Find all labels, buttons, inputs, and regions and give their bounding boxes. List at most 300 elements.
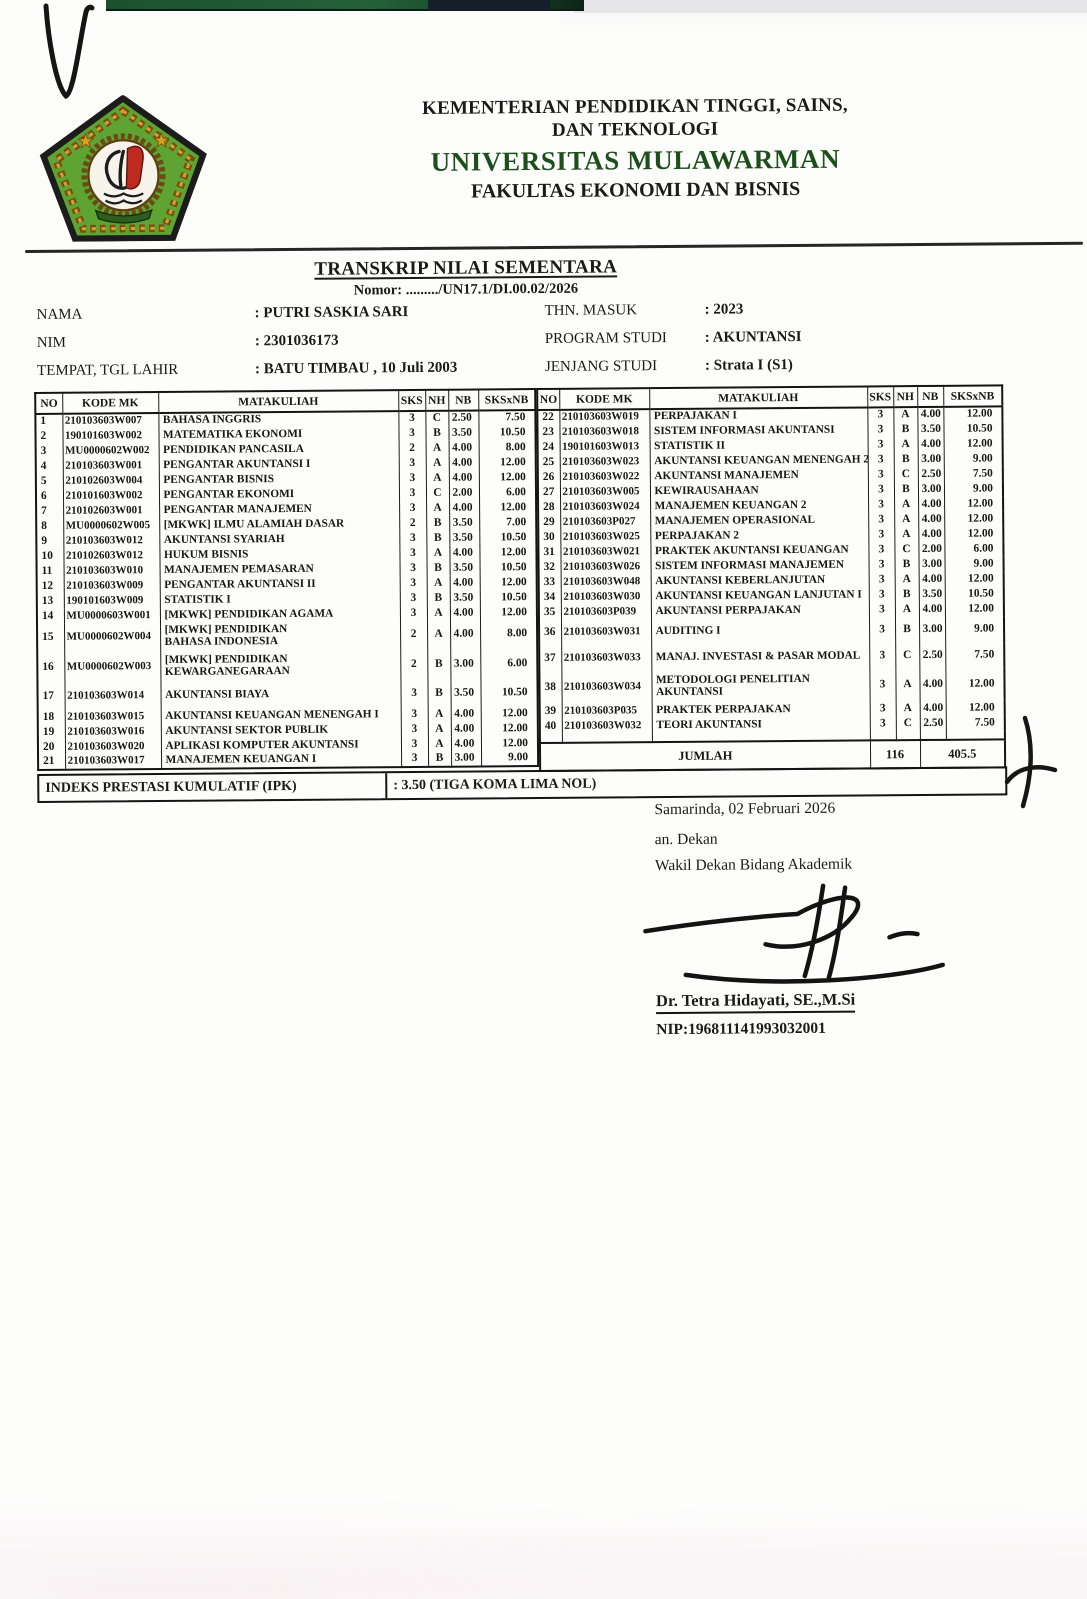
course-sksxnb: 9.00 [481, 751, 538, 766]
signature-place-date: Samarinda, 02 Februari 2026 [654, 799, 836, 819]
course-code: 210103603W034 [561, 671, 651, 704]
course-nb: 4.00 [449, 471, 479, 486]
course-no: 32 [539, 560, 561, 575]
course-name: STATISTIK II [650, 437, 868, 454]
course-name: [MKWK] PENDIDIKAN KEWARGANEGARAAN [160, 649, 400, 683]
course-nh: A [894, 437, 918, 452]
course-name: MANAJEMEN OPERASIONAL [650, 512, 868, 529]
course-sksxnb: 10.50 [478, 425, 535, 440]
course-nb: 3.00 [919, 557, 945, 572]
course-nb: 2.50 [920, 716, 946, 731]
course-sks: 3 [401, 737, 428, 752]
column-header: NH [893, 386, 917, 407]
course-no: 35 [539, 605, 561, 620]
course-no: 33 [539, 575, 561, 590]
course-sks: 3 [869, 572, 895, 587]
course-no: 31 [538, 545, 560, 560]
course-nb: 3.50 [450, 681, 480, 707]
course-name: AUDITING I [651, 617, 869, 645]
course-nb: 2.50 [918, 467, 944, 482]
course-name: MANAJ. INVESTASI & PASAR MODAL [651, 643, 869, 671]
course-nb: 4.00 [919, 572, 945, 587]
course-no: 8 [36, 519, 63, 534]
course-no: 40 [540, 719, 562, 734]
course-name: PENGANTAR AKUNTANSI I [159, 456, 399, 473]
course-name: [MKWK] ILMU ALAMIAH DASAR [159, 516, 399, 533]
course-row [539, 642, 1004, 672]
scan-smudge [0, 1479, 1087, 1599]
course-sksxnb: 6.00 [944, 541, 1003, 556]
course-nb: 4.00 [917, 407, 943, 422]
column-header: KODE MK [62, 392, 158, 414]
signature-role: Wakil Dekan Bidang Akademik [654, 855, 853, 875]
course-nh: B [427, 649, 450, 681]
course-sksxnb: 7.50 [478, 410, 535, 425]
jumlah-label: JUMLAH [540, 740, 870, 771]
course-nh: A [896, 701, 920, 716]
column-header: MATAKULIAH [158, 390, 398, 413]
course-code: 210103603W012 [63, 533, 159, 549]
info-value: : Strata I (S1) [704, 357, 793, 374]
course-nh: B [894, 482, 918, 497]
course-code: 210103603W014 [64, 683, 160, 710]
course-nb: 4.00 [450, 576, 480, 591]
course-sksxnb: 12.00 [944, 511, 1003, 526]
course-name: AKUNTANSI MANAJEMEN [650, 467, 868, 484]
faculty-name: FAKULTAS EKONOMI DAN BISNIS [470, 178, 801, 203]
course-code: 210103603W009 [64, 578, 160, 594]
course-nh: C [895, 643, 919, 669]
course-nb: 4.00 [918, 527, 944, 542]
course-sksxnb: 9.00 [944, 481, 1003, 496]
course-no: 6 [36, 489, 63, 504]
column-header: NO [537, 389, 559, 410]
course-sksxnb: 12.00 [943, 406, 1002, 421]
course-sks: 3 [869, 602, 895, 617]
course-code: 210102603W004 [63, 473, 159, 489]
column-header: SKS [867, 386, 893, 407]
column-header: MATAKULIAH [649, 386, 867, 409]
course-no: 4 [36, 459, 63, 474]
course-nh: B [895, 587, 919, 602]
course-code: 210102603W012 [63, 548, 159, 564]
course-name: PENGANTAR BISNIS [159, 471, 399, 488]
course-name: PENGANTAR MANAJEMEN [159, 501, 399, 518]
course-code: 210101603W002 [63, 488, 159, 504]
course-no: 14 [37, 609, 64, 624]
course-nh: B [427, 591, 450, 606]
course-nb: 4.00 [920, 701, 946, 716]
course-code: 210103603W032 [562, 718, 652, 734]
course-name: [MKWK] PENDIDIKAN AGAMA [160, 606, 400, 623]
course-nh: C [896, 716, 920, 731]
course-name: [MKWK] PENDIDIKAN BAHASA INDONESIA [160, 621, 400, 651]
course-sks: 3 [869, 557, 895, 572]
column-header: NH [425, 390, 448, 411]
jumlah-sksxnb-total: 405.5 [920, 739, 1005, 768]
course-sksxnb: 12.00 [945, 668, 1004, 700]
course-no: 24 [538, 440, 560, 455]
course-nb: 3.00 [451, 751, 481, 766]
course-code: 210103603W015 [65, 709, 161, 725]
course-name: HUKUM BISNIS [159, 546, 399, 563]
jumlah-sks-total: 116 [870, 740, 920, 768]
course-name: PENGANTAR EKONOMI [159, 486, 399, 503]
course-sksxnb: 10.50 [945, 586, 1004, 601]
course-nb: 4.00 [451, 707, 481, 722]
course-sksxnb: 10.50 [479, 530, 536, 545]
course-nh: C [426, 486, 449, 501]
course-nb: 4.00 [451, 736, 481, 751]
course-sks: 3 [401, 722, 428, 737]
course-nh: A [895, 669, 919, 701]
course-code: 210103603W001 [63, 458, 159, 474]
course-nb: 3.50 [450, 561, 480, 576]
course-no: 23 [537, 425, 559, 440]
course-row [37, 648, 537, 684]
signatory-name: Dr. Tetra Hidayati, SE.,M.Si [656, 990, 855, 1015]
column-header: SKSxNB [943, 385, 1002, 406]
course-nb: 4.00 [919, 602, 945, 617]
course-nb: 4.00 [449, 546, 479, 561]
course-no: 27 [538, 485, 560, 500]
course-sksxnb: 12.00 [945, 571, 1004, 586]
course-nh: C [894, 542, 918, 557]
course-sksxnb: 9.00 [945, 616, 1004, 642]
course-name: PERPAJAKAN I [649, 407, 867, 424]
course-code: 210103603W019 [559, 409, 649, 425]
course-nh: A [426, 546, 449, 561]
column-header: SKS [398, 390, 425, 411]
course-no: 2 [35, 429, 62, 444]
course-sksxnb: 12.00 [944, 436, 1003, 451]
course-nh: A [426, 471, 449, 486]
course-code: 210103603W033 [561, 645, 651, 672]
course-code: 210103603W024 [560, 499, 650, 515]
course-sksxnb: 7.50 [945, 642, 1004, 668]
course-nh: A [894, 497, 918, 512]
course-nh: A [428, 737, 451, 752]
ipk-label: INDEKS PRESTASI KUMULATIF (IPK) [39, 773, 387, 801]
empty-cell [896, 731, 920, 740]
course-name: METODOLOGI PENELITIAN AKUNTANSI [651, 669, 869, 703]
course-name: PRAKTEK PERPAJAKAN [652, 701, 870, 718]
course-sksxnb: 12.00 [479, 455, 536, 470]
course-name: AKUNTANSI BIAYA [160, 681, 400, 709]
column-header: NO [35, 393, 62, 414]
course-sksxnb: 10.50 [480, 680, 537, 706]
course-sksxnb: 6.00 [479, 485, 536, 500]
document-number: Nomor: ........./UN17.1/DI.00.02/2026 [353, 280, 579, 299]
course-name: SISTEM INFORMASI MANAJEMEN [651, 557, 869, 574]
column-header: KODE MK [559, 388, 649, 410]
course-name: PENGANTAR AKUNTANSI II [160, 576, 400, 593]
course-code: 210103603W026 [561, 559, 651, 575]
info-label: THN. MASUK [544, 302, 638, 319]
course-no: 39 [540, 704, 562, 719]
course-nh: A [426, 456, 449, 471]
ipk-bar [37, 766, 1007, 803]
course-sksxnb: 10.50 [943, 421, 1002, 436]
ministry-line-1: KEMENTERIAN PENDIDIKAN TINGGI, SAINS, [422, 94, 848, 119]
course-sksxnb: 6.00 [480, 648, 537, 680]
course-nh: B [895, 557, 919, 572]
course-sks: 3 [399, 501, 426, 516]
course-nh: A [427, 576, 450, 591]
course-sks: 3 [399, 531, 426, 546]
course-name: AKUNTANSI KEUANGAN MENENGAH 2 [650, 452, 868, 469]
course-sks: 2 [399, 516, 426, 531]
course-code: 190101603W009 [64, 593, 160, 609]
course-nh: B [426, 516, 449, 531]
course-sks: 3 [869, 617, 895, 643]
course-no: 7 [36, 504, 63, 519]
column-header: SKSxNB [478, 389, 535, 410]
course-name: APLIKASI KOMPUTER AKUNTANSI [161, 737, 401, 754]
transcript-table-right [536, 384, 1006, 772]
empty-cell [540, 734, 562, 743]
course-name: BAHASA INGGRIS [158, 411, 398, 428]
course-nb: 4.00 [450, 621, 480, 649]
course-nh: B [893, 422, 917, 437]
course-sksxnb: 12.00 [944, 496, 1003, 511]
course-no: 34 [539, 590, 561, 605]
course-no: 12 [37, 579, 64, 594]
university-name: UNIVERSITAS MULAWARMAN [430, 144, 841, 178]
course-sks: 3 [869, 669, 895, 701]
course-sks: 3 [399, 486, 426, 501]
course-name: PRAKTEK AKUNTANSI KEUANGAN [650, 542, 868, 559]
course-sksxnb: 12.00 [480, 605, 537, 620]
course-sksxnb: 7.00 [479, 515, 536, 530]
course-nh: A [428, 707, 451, 722]
course-nh: B [427, 681, 450, 707]
course-nb: 4.00 [918, 437, 944, 452]
course-sksxnb: 12.00 [945, 601, 1004, 616]
course-name: MANAJEMEN KEUANGAN I [161, 752, 401, 769]
course-code: 210103603W020 [65, 739, 161, 755]
course-no: 15 [37, 624, 64, 652]
course-sksxnb: 12.00 [480, 575, 537, 590]
course-no: 22 [537, 410, 559, 425]
signatory-nip: NIP:196811141993032001 [656, 1019, 826, 1039]
course-sksxnb: 12.00 [481, 706, 538, 721]
document-title: TRANSKRIP NILAI SEMENTARA [314, 256, 618, 280]
course-code: 210103603W017 [65, 754, 161, 770]
course-nb: 2.50 [448, 411, 478, 426]
course-name: PENDIDIKAN PANCASILA [159, 441, 399, 458]
course-no: 1 [35, 414, 62, 429]
course-nb: 4.00 [449, 441, 479, 456]
course-no: 26 [538, 470, 560, 485]
course-no: 3 [36, 444, 63, 459]
course-code: MU0000602W004 [64, 623, 160, 652]
course-code: 210102603W001 [63, 503, 159, 519]
course-no: 21 [38, 755, 65, 770]
course-name: AKUNTANSI KEUANGAN MENENGAH I [161, 707, 401, 724]
transcript-table-left [34, 388, 539, 771]
course-nh: A [427, 621, 450, 649]
course-sks: 3 [399, 471, 426, 486]
course-no: 10 [36, 549, 63, 564]
course-sksxnb: 12.00 [944, 526, 1003, 541]
course-nb: 4.00 [449, 501, 479, 516]
course-sks: 3 [398, 426, 425, 441]
course-nh: A [428, 722, 451, 737]
star-icon: ★ [76, 131, 95, 153]
course-sks: 3 [400, 576, 427, 591]
title-block [0, 254, 933, 302]
course-code: MU0000603W001 [64, 608, 160, 624]
empty-cell [920, 731, 946, 740]
course-no: 29 [538, 515, 560, 530]
course-code: 210103603W021 [560, 544, 650, 560]
course-no: 19 [38, 725, 65, 740]
course-sks: 3 [399, 456, 426, 471]
course-code: 210103603W007 [62, 413, 158, 429]
empty-cell [870, 731, 896, 740]
course-no: 16 [37, 652, 64, 684]
column-header: NB [917, 386, 943, 407]
course-sks: 3 [401, 752, 428, 767]
course-code: 210103603W005 [560, 484, 650, 500]
course-sks: 3 [399, 546, 426, 561]
course-nh: A [895, 602, 919, 617]
course-nh: A [894, 512, 918, 527]
course-sks: 3 [870, 716, 896, 731]
course-name: AKUNTANSI SYARIAH [159, 531, 399, 548]
course-no: 30 [538, 530, 560, 545]
course-nh: B [428, 752, 451, 767]
course-nb: 3.00 [918, 482, 944, 497]
course-sks: 2 [400, 621, 427, 649]
course-sksxnb: 8.00 [480, 620, 537, 648]
course-nb: 4.00 [918, 512, 944, 527]
letterhead [225, 92, 1046, 206]
course-sksxnb: 12.00 [479, 470, 536, 485]
course-sks: 3 [400, 681, 427, 707]
course-name: AKUNTANSI PERPAJAKAN [651, 602, 869, 619]
info-label: NAMA [36, 306, 83, 323]
course-sks: 3 [867, 407, 893, 422]
course-code: 210103603W031 [561, 619, 651, 646]
course-sks: 3 [868, 512, 894, 527]
course-sksxnb: 8.00 [479, 440, 536, 455]
info-value: : PUTRI SASKIA SARI [254, 304, 409, 322]
course-row [539, 616, 1004, 646]
course-sksxnb: 12.00 [946, 700, 1005, 715]
course-sks: 3 [869, 643, 895, 669]
course-code: MU0000602W005 [63, 518, 159, 534]
course-no: 25 [538, 455, 560, 470]
course-nb: 2.00 [918, 542, 944, 557]
course-nh: A [426, 501, 449, 516]
course-row [539, 668, 1004, 704]
course-name: AKUNTANSI KEBERLANJUTAN [651, 572, 869, 589]
course-nb: 2.50 [919, 643, 945, 669]
course-code: 210103603P035 [562, 703, 652, 719]
info-label: PROGRAM STUDI [544, 330, 667, 347]
course-sksxnb: 12.00 [481, 736, 538, 751]
course-nh: B [895, 617, 919, 643]
course-name: PERPAJAKAN 2 [650, 527, 868, 544]
course-code: 210103603W025 [560, 529, 650, 545]
course-nb: 3.50 [917, 422, 943, 437]
signature-on-behalf: an. Dekan [654, 830, 718, 849]
course-name: AKUNTANSI KEUANGAN LANJUTAN I [651, 587, 869, 604]
info-label: TEMPAT, TGL LAHIR [36, 361, 179, 379]
course-no: 17 [37, 684, 64, 710]
course-sks: 3 [868, 527, 894, 542]
course-no: 37 [539, 646, 561, 672]
course-nb: 4.00 [919, 669, 945, 701]
course-no: 18 [38, 710, 65, 725]
course-no: 9 [36, 534, 63, 549]
course-sksxnb: 9.00 [944, 451, 1003, 466]
course-sks: 3 [868, 482, 894, 497]
course-no: 36 [539, 620, 561, 646]
course-nb: 4.00 [449, 456, 479, 471]
course-nh: B [427, 561, 450, 576]
course-code: 210103603W016 [65, 724, 161, 740]
course-nb: 3.50 [448, 426, 478, 441]
empty-cell [946, 730, 1005, 739]
info-value: : 2301036173 [254, 332, 339, 350]
ministry-line-2: DAN TEKNOLOGI [551, 118, 719, 142]
course-sks: 3 [401, 707, 428, 722]
course-code: 210103603P039 [561, 604, 651, 620]
course-nh: A [895, 572, 919, 587]
course-sksxnb: 12.00 [479, 545, 536, 560]
course-sksxnb: 9.00 [945, 556, 1004, 571]
course-sks: 3 [868, 437, 894, 452]
course-name: MANAJEMEN PEMASARAN [160, 561, 400, 578]
course-sks: 3 [868, 467, 894, 482]
course-name: STATISTIK I [160, 591, 400, 608]
course-row [38, 751, 538, 770]
course-sks: 3 [867, 422, 893, 437]
course-sks: 3 [870, 701, 896, 716]
ipk-value: : 3.50 (TIGA KOMA LIMA NOL) [393, 776, 597, 793]
info-label: JENJANG STUDI [544, 358, 658, 375]
transcript-tables [34, 384, 1006, 776]
course-sksxnb: 12.00 [479, 500, 536, 515]
course-no: 38 [539, 672, 561, 704]
course-sks: 3 [400, 606, 427, 621]
course-sks: 3 [868, 497, 894, 512]
course-row [37, 680, 537, 710]
course-sks: 3 [398, 411, 425, 426]
course-nh: A [893, 407, 917, 422]
info-value: : 2023 [704, 301, 744, 318]
star-icon: ★ [152, 130, 171, 153]
course-sksxnb: 7.50 [946, 715, 1005, 730]
course-name: MANAJEMEN KEUANGAN 2 [650, 497, 868, 514]
course-sks: 3 [400, 561, 427, 576]
course-sks: 3 [868, 452, 894, 467]
course-name: AKUNTANSI SEKTOR PUBLIK [161, 722, 401, 739]
course-name: KEWIRAUSAHAAN [650, 482, 868, 499]
info-value: : BATU TIMBAU , 10 Juli 2003 [254, 359, 458, 378]
course-nh: A [426, 441, 449, 456]
course-sks: 2 [399, 441, 426, 456]
course-sks: 3 [400, 591, 427, 606]
column-header: NB [448, 390, 478, 411]
course-nh: C [425, 411, 448, 426]
course-name: SISTEM INFORMASI AKUNTANSI [649, 422, 867, 439]
course-no: 11 [37, 564, 64, 579]
course-name: TEORI AKUNTANSI [652, 716, 870, 733]
